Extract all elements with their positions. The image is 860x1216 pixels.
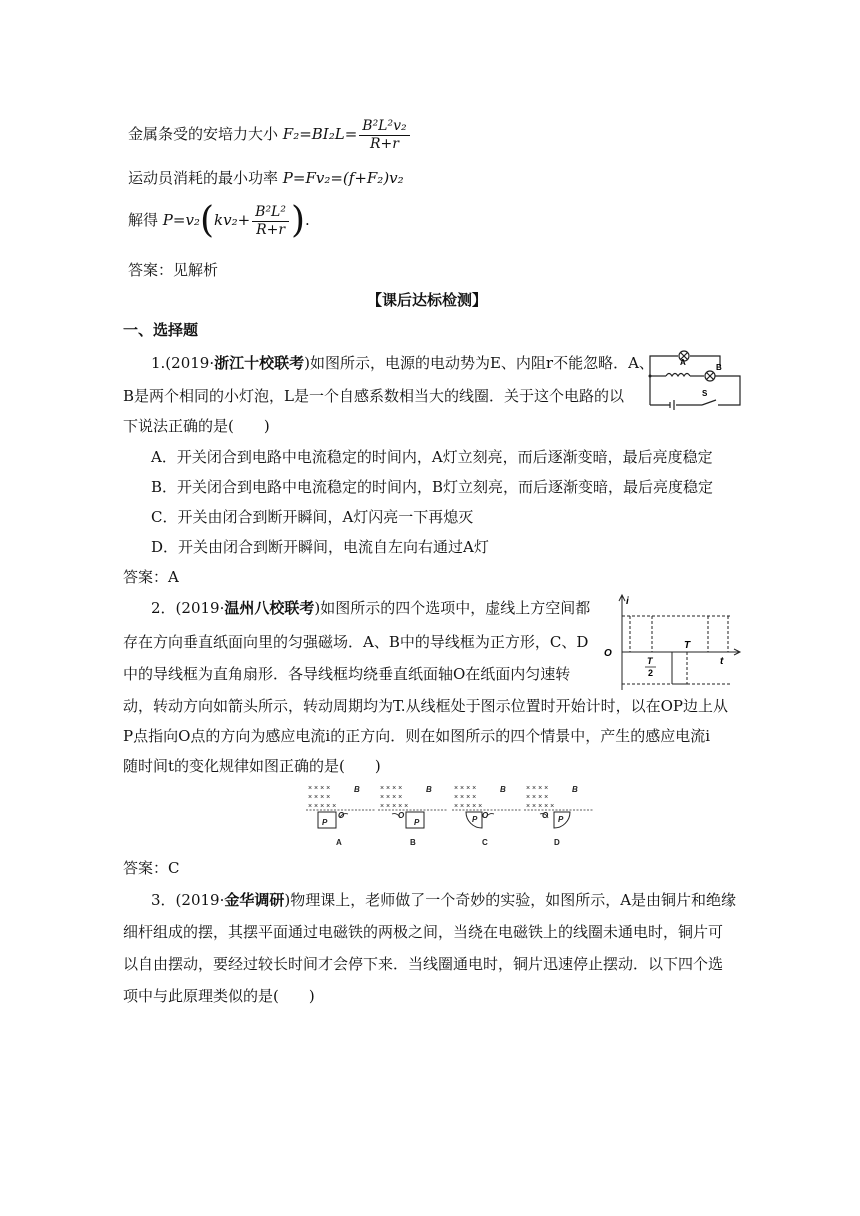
q1-switch-label: S (702, 389, 708, 398)
svg-text:× × × ×: × × × × (454, 785, 477, 792)
svg-text:× × × ×: × × × × (380, 785, 403, 792)
q1-text: )如图所示，电源的电动势为E、内阻r不能忽略．A、 (304, 354, 654, 372)
q2-panel-a-label: A (336, 838, 342, 847)
fraction (252, 204, 289, 239)
q2-line5: P点指向O点的方向为感应电流i的正方向．则在如图所示的四个情景中，产生的感应电流i (123, 727, 710, 745)
q1-prefix: 1.(2019· (151, 354, 215, 372)
q1-line1 (151, 353, 654, 373)
formula-text: 金属条受的安培力大小 (128, 125, 279, 143)
formula-inner: kv₂+ (214, 211, 251, 229)
left-paren: ( (199, 200, 214, 241)
formula-lhs: F₂=BI₂L= (282, 125, 358, 143)
q2-current-graph (600, 592, 748, 692)
q2-line2: 存在方向垂直纸面向里的匀强磁场．A、B中的导线框为正方形，C、D (123, 633, 589, 651)
q3-line1 (151, 890, 736, 910)
q2-panel-c-label: C (482, 838, 488, 847)
q1-option-b: B．开关闭合到电路中电流稳定的时间内，B灯立刻亮，而后逐渐变暗，最后亮度稳定 (151, 478, 714, 496)
formula-min-power (128, 168, 404, 188)
q2-panel-c (452, 785, 522, 828)
q1-option-d: D．开关由闭合到断开瞬间，电流自左向右通过A灯 (151, 538, 489, 556)
q3-line2: 细杆组成的摆，其摆平面通过电磁铁的两极之间，当绕在电磁铁上的线圈未通电时，铜片可 (123, 923, 724, 941)
q2-graph-half-den: 2 (648, 668, 654, 678)
right-paren: ) (290, 200, 306, 241)
q2-line4: 动，转动方向如箭头所示，转动周期均为T.从线框处于图示位置时开始计时，以在OP边上从 (123, 697, 728, 715)
q2-graph-y-label: i (626, 596, 629, 607)
q2-line6: 随时间t的变化规律如图正确的是( ) (123, 757, 381, 775)
svg-text:× × × ×: × × × × (380, 794, 403, 801)
fraction-denominator: R+r (256, 221, 286, 238)
fraction-numerator: B²L² (252, 204, 289, 222)
fraction (359, 118, 409, 153)
svg-text:× × × ×: × × × × (454, 794, 477, 801)
q2-panel-b-b: B (426, 785, 432, 794)
q2-line3: 中的导线框为直角扇形．各导线框均绕垂直纸面轴O在纸面内匀速转 (123, 665, 571, 683)
q2-panel-d-label: D (554, 838, 560, 847)
q2-line1 (151, 598, 590, 618)
formula-expr: P=Fv₂=(f+F₂)v₂ (282, 169, 404, 187)
q1-circuit-figure (640, 350, 750, 410)
section-title: 【课后达标检测】 (367, 291, 488, 309)
q1-option-a: A．开关闭合到电路中电流稳定的时间内，A灯立刻亮，而后逐渐变暗，最后亮度稳定 (151, 448, 713, 466)
fraction-denominator: R+r (369, 135, 399, 152)
q2-panel-c-b: B (500, 785, 506, 794)
q2-panel-a-b: B (354, 785, 360, 794)
q2-graph-full-period: T (684, 640, 691, 651)
q1-lamp-b-label: B (716, 363, 722, 372)
q2-panel-c-o: O (482, 811, 489, 820)
q3-line4: 项中与此原理类似的是( ) (123, 987, 315, 1005)
formula-text: 运动员消耗的最小功率 (128, 169, 279, 187)
q2-panel-b-p: P (414, 818, 420, 827)
formula-ampere-force (128, 114, 412, 154)
q1-line2: B是两个相同的小灯泡，L是一个自感系数相当大的线圈．关于这个电路的以 (123, 387, 624, 405)
section-heading: 一、选择题 (123, 321, 199, 339)
q1-line3: 下说法正确的是( ) (123, 417, 270, 435)
q2-graph-origin: O (604, 648, 612, 659)
q2-graph-half-period: T (647, 656, 653, 666)
q2-panel-a-p: P (322, 818, 328, 827)
svg-text:× × × ×: × × × × (308, 794, 331, 801)
q2-panel-d-o: O (542, 811, 549, 820)
q3-source: 金华调研 (224, 891, 285, 909)
svg-text:× × × ×: × × × × (526, 785, 549, 792)
formula-solution: 解得 P=v₂(kv₂+ $\frac{\text{B²L²}}{R+r}$ ). (128, 200, 310, 241)
q1-answer: 答案：A (123, 568, 179, 586)
q2-panel-b (378, 785, 448, 828)
svg-text:× × × × ×: × × × × × (454, 803, 483, 810)
q2-source: 温州八校联考 (224, 599, 315, 617)
q2-graph-x-label: t (720, 656, 724, 667)
svg-text:× × × ×: × × × × (308, 785, 331, 792)
q3-prefix: 3．(2019· (151, 891, 225, 909)
q2-options-figure (306, 780, 596, 850)
formula-text: 解得 (128, 211, 159, 229)
q2-panel-b-o: O (398, 811, 405, 820)
svg-text:× × × ×: × × × × (526, 794, 549, 801)
q2-panel-a-o: O (338, 811, 345, 820)
fraction-numerator: B²L²v₂ (359, 118, 409, 136)
q2-panel-d-p: P (558, 815, 564, 824)
q2-panel-b-label: B (410, 838, 416, 847)
q1-lamp-a-label-visible: A (680, 358, 686, 367)
q2-panel-c-p: P (472, 815, 478, 824)
q3-line3: 以自由摆动，要经过较长时间才会停下来．当线圈通电时，铜片迅速停止摆动．以下四个选 (123, 955, 724, 973)
q2-text: )如图所示的四个选项中，虚线上方空间都 (314, 599, 591, 617)
q3-text: )物理课上，老师做了一个奇妙的实验，如图所示，A是由铜片和绝缘 (284, 891, 737, 909)
svg-text:× × × × ×: × × × × × (380, 803, 409, 810)
q2-panel-d-b: B (572, 785, 578, 794)
q1-option-c: C．开关由闭合到断开瞬间，A灯闪亮一下再熄灭 (151, 508, 474, 526)
q2-panel-a (306, 785, 376, 828)
q2-prefix: 2．(2019· (151, 599, 225, 617)
q1-source: 浙江十校联考 (214, 354, 305, 372)
answer-prev: 答案：见解析 (128, 261, 219, 279)
formula-lhs: P=v₂ (162, 211, 200, 229)
q2-answer: 答案：C (123, 859, 180, 877)
svg-text:× × × × ×: × × × × × (526, 803, 555, 810)
svg-text:× × × × ×: × × × × × (308, 803, 337, 810)
